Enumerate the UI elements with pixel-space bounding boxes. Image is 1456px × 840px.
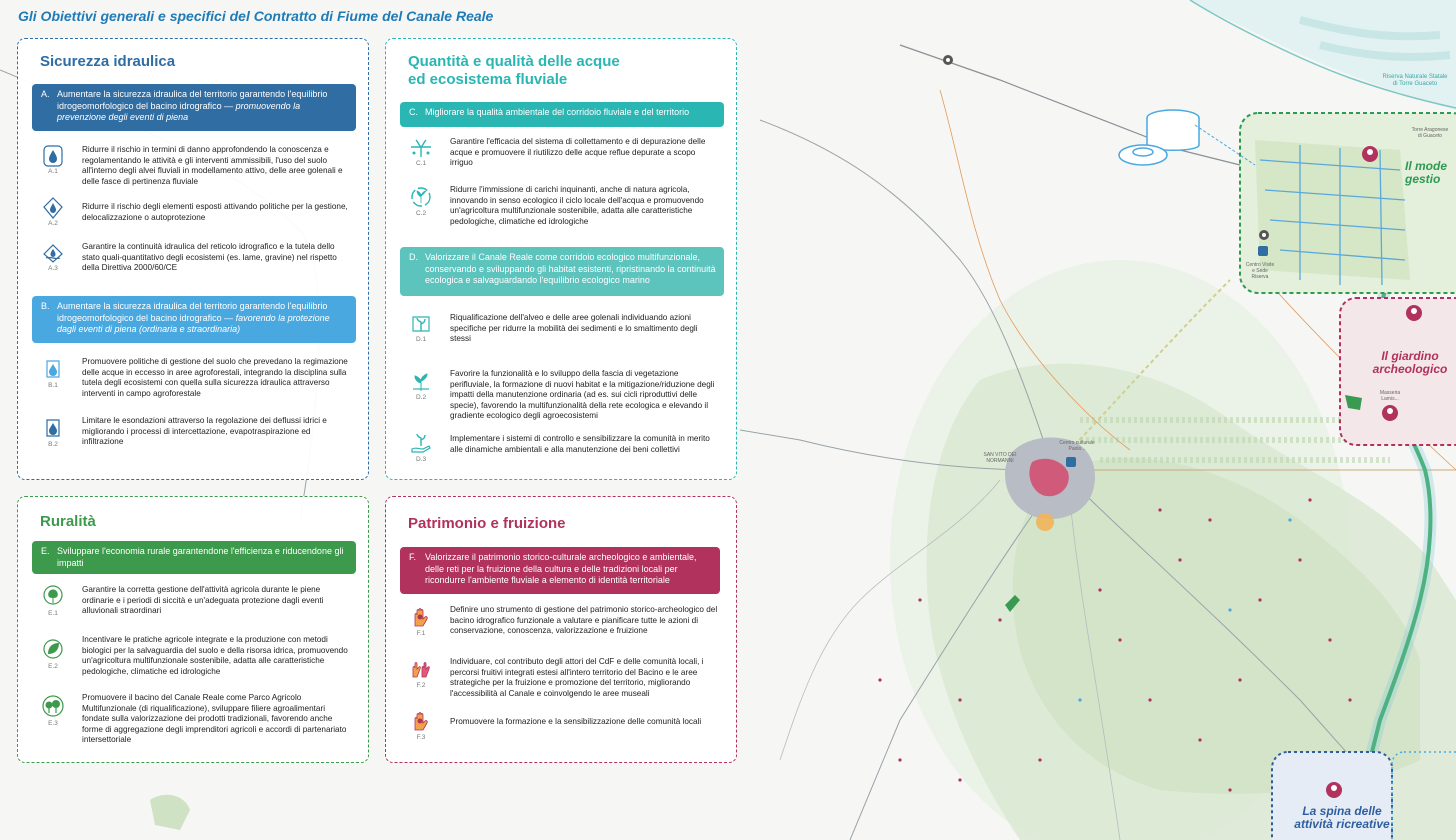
map-label-riserva: Riserva Naturale Statale di Torre Guaceto: [1382, 74, 1448, 87]
objective-item-d1: Riqualificazione dell'alveo e delle aree golenali individuando azioni specifiche per ridurre la mobilità dei sedimenti e lo smaltimento degli stessi: [450, 313, 698, 343]
water-drop-icon: A.3: [40, 242, 66, 276]
town-orange-spot: [1036, 513, 1054, 531]
objective-banner-a: A. Aumentare la sicurezza idraulica del territorio garantendo l'equilibrio idrogeomorfologico del bacino idrografico — promuovendo la prevenzione degli eventi di piena: [32, 84, 356, 131]
museum-icon: [1066, 457, 1076, 467]
panel-quantita-qualita: [385, 38, 737, 480]
objective-item-d3: Implementare i sistemi di controllo e sensibilizzare la comunità in merito alle dinamiche ambientali e alla manutenzione dei beni collettivi: [450, 434, 710, 454]
objective-item-b2: Limitare le esondazioni attraverso la regolazione dei deflussi idrici e migliorando i processi di intercettazione, evapotraspirazione ed infiltrazione: [82, 416, 327, 446]
sprout-icon: D.2: [408, 369, 434, 403]
station-icon: [1259, 230, 1269, 240]
station-icon: [943, 55, 953, 65]
panel-patrimonio-fruizione: [385, 496, 737, 763]
panel-sicurezza-idraulica: [17, 38, 369, 480]
map-label-centro-culturale: Centro culturale Paolo...: [1059, 440, 1095, 452]
objective-item-a3: Garantire la continuità idraulica del reticolo idrografico e la tutela dello stato quali-quantitativo degli ecosistemi (es. lame, gravine) nel rispetto della Direttiva 2000/60/CE: [82, 242, 337, 272]
panel-title: Patrimonio e fruizione: [408, 515, 566, 532]
heritage-pin-icon: [1382, 405, 1398, 421]
objective-item-e3: Promuovere il bacino del Canale Reale come Parco Agricolo Multifunzionale (di riqualificazione), sviluppare filiere agroalimentari fondate sulla valorizzazione dei prodotti tradizionali, favorendo anche forme di aggregazione degli imprenditori agricoli e accordi di partenariato intersettoriale: [82, 693, 347, 744]
objective-item-a1: Ridurre il rischio in termini di danno approfondendo la conoscenza e regolamentando le attività e gli interventi ammissibili, l'uso del suolo all'interno degli alvei fluviali in modellamento attivo, delle aree golenali e delle fasce di pertinenza fluviale: [82, 145, 343, 186]
leaf-icon: E.2: [40, 638, 66, 672]
objective-item-f3: Promuovere la formazione e la sensibilizzazione delle comunità locali: [450, 717, 702, 726]
museum-icon: [1258, 246, 1268, 256]
map-label-giardino: Il giardino archeologico: [1372, 349, 1448, 376]
recycle-plant-icon: C.2: [408, 185, 434, 219]
heritage-pin-icon: [1406, 305, 1422, 321]
objective-item-c2: Ridurre l'immissione di carichi inquinanti, anche di natura agricola, innovando in senso ecologico il ciclo locale dell'acqua e promuovendo un'agricoltura multifunzionale sostenibile, adatta alle caratteristiche pedologiche, climatiche ed idrologiche: [450, 185, 704, 226]
road: [900, 45, 1260, 170]
water-tank-icon: [1119, 110, 1199, 165]
heritage-hand-icon: F.3: [408, 709, 434, 743]
map-label-masseria: Masseria Lamis...: [1379, 390, 1401, 402]
map-label-torre: Torre Aragonese di Guaceto: [1411, 127, 1449, 139]
objective-banner-f: F. Valorizzare il patrimonio storico-culturale archeologico e ambientale, delle reti per la fruizione della cultura e delle tradizioni locali per ricondurre l'ambiente fluviale a elemento di identità territoriale: [400, 547, 720, 594]
water-drop-icon: A.1: [40, 145, 66, 179]
panel-title: Sicurezza idraulica: [40, 53, 176, 70]
objective-item-f2: Individuare, col contributo degli attori del CdF e delle comunità locali, i percorsi fruitivi integrati estesi all'intero territorio del Bacino e le aree strategiche per la fruizione e promozione del territorio, migliorando l'accessibilità al Canale e coinvolgendo le aree museali: [450, 657, 704, 698]
heritage-group-icon: F.2: [408, 657, 434, 691]
objective-banner-b: B. Aumentare la sicurezza idraulica del territorio garantendo l'equilibrio idrogeomorfologico del bacino idrografico — favorendo la protezione dagli eventi di piena (ordinaria e straordinaria): [32, 296, 356, 343]
green-patch: [150, 795, 190, 830]
hand-plant-icon: D.3: [408, 431, 434, 465]
objective-item-e2: Incentivare le pratiche agricole integrate e la produzione con metodi biologici per la salvaguardia del suolo e della risorsa idrica, promuovendo un'agricoltura multifunzionale sostenibile, adatta alle caratteristiche pedologiche, climatiche ed idrologiche: [82, 635, 348, 676]
objective-item-d2: Favorire la funzionalità e lo sviluppo della fascia di vegetazione perifluviale, la formazione di nuovi habitat e la mitigazione/riduzione degli impatti della manutenzione ordinaria (ad es. sui cicli riproduttivi delle specie), favorendo la multifunzionalità della rete ecologica e elevando il gradiente ecologico degli agroecosistemi: [450, 369, 715, 420]
tree-icon: E.1: [40, 585, 66, 619]
map-label-centro-visite: Centro Visite e Sede Riserva: [1245, 262, 1275, 280]
objective-banner-d: D. Valorizzare il Canale Reale come corridoio ecologico multifunzionale, conservando e sviluppando gli habitat esistenti, ripristinando la continuità ecologica e salvaguardando l'equilibrio ecologico marino: [400, 247, 724, 296]
objective-item-a2: Ridurre il rischio degli elementi esposti attivando politiche per la gestione, delocalizzazione o autoprotezione: [82, 202, 348, 222]
objective-item-f1: Definire uno strumento di gestione del patrimonio storico-archeologico del bacino idrografico funzionale a valutare e pianificare tutte le azioni di conservazione, conoscenza, valorizzazione e fruizione: [450, 605, 718, 635]
objective-banner-c: C. Migliorare la qualità ambientale del corridoio fluviale e del territorio: [400, 102, 724, 127]
trees-icon: E.3: [40, 695, 66, 729]
heritage-hand-icon: F.1: [408, 605, 434, 639]
map-label-spina: La spina delle attività ricreative: [1294, 804, 1390, 831]
panel-title: Ruralità: [40, 513, 96, 530]
objective-item-b1: Promuovere politiche di gestione del suolo che prevedano la regimazione delle acque in eccesso in aree agroforestali, integrando la disciplina sulla tutela degli ecosistemi con quella sulla sicurezza idraulica attraverso interventi in campo agroforestale: [82, 357, 348, 398]
map-label-san-vito: SAN VITO DEI NORMANNI: [983, 452, 1017, 464]
objective-item-e1: Garantire la corretta gestione dell'attività agricola durante le piene ordinarie e i periodi di siccità e un'adeguata protezione dagli eventi alluvionali straordinari: [82, 585, 324, 615]
panel-title: Quantità e qualità delle acque ed ecosistema fluviale: [408, 53, 620, 88]
map-label-modello: Il mode gestio: [1405, 159, 1448, 186]
plant-water-icon: C.1: [408, 137, 434, 171]
objective-item-c1: Garantire l'efficacia del sistema di collettamento e di depurazione delle acque e promuovere il riutilizzo delle acque reflue depurate a scopo irriguo: [450, 137, 706, 167]
page-title: Gli Obiettivi generali e specifici del Contratto di Fiume del Canale Reale: [18, 8, 494, 24]
panel-ruralita: [17, 496, 369, 763]
heritage-pin-icon: [1362, 146, 1378, 162]
riverbed-icon: D.1: [408, 313, 434, 347]
objective-banner-e: E. Sviluppare l'economia rurale garantendone l'efficienza e riducendone gli impatti: [32, 541, 356, 574]
water-drop-icon: A.2: [40, 197, 66, 231]
water-drop-icon: B.2: [40, 416, 66, 450]
heritage-pin-icon: [1326, 782, 1342, 798]
water-drop-icon: B.1: [40, 357, 66, 391]
